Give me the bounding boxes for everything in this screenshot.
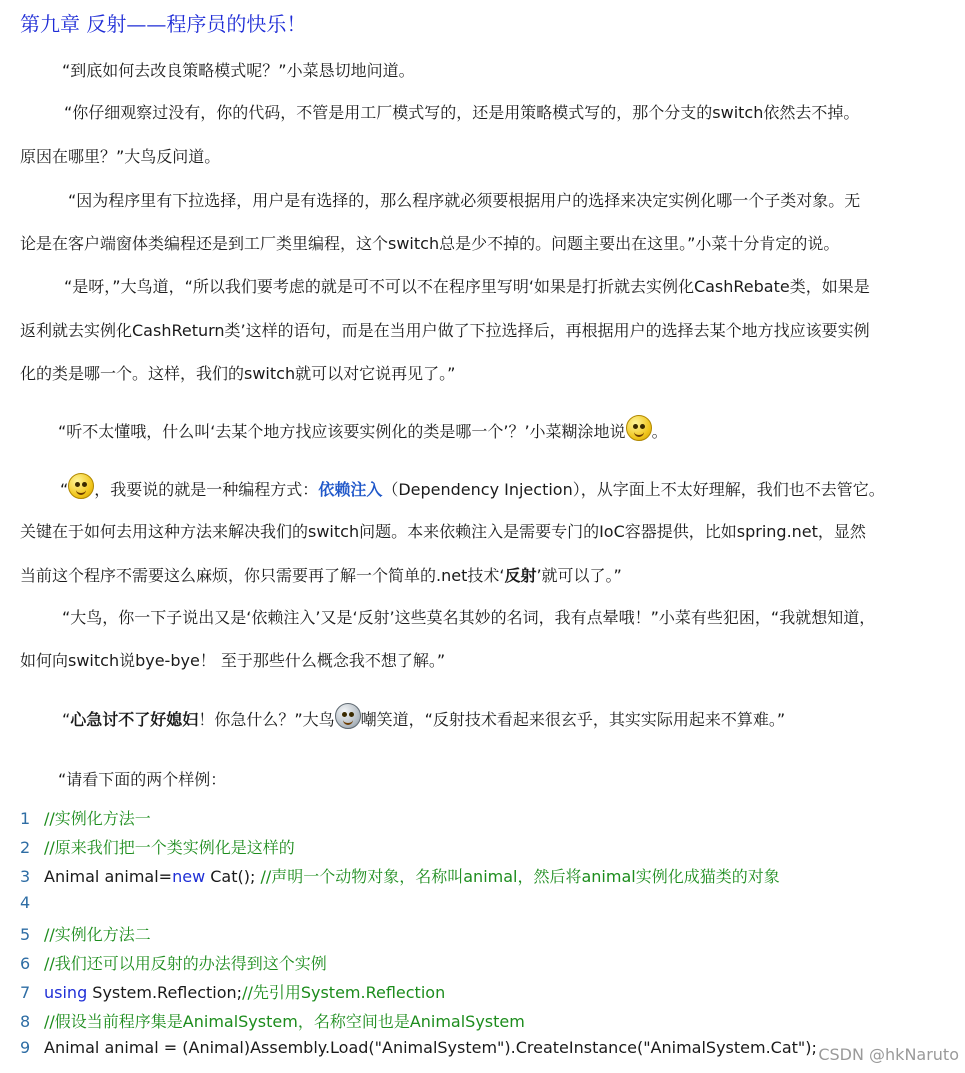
paragraph-1: “到底如何去改良策略模式呢？”小菜恳切地问道。 bbox=[62, 61, 415, 80]
paragraph-6-line-3 bbox=[20, 563, 945, 586]
line-number: 5 bbox=[20, 925, 31, 944]
paragraph-4-line-1: “是呀，”大鸟道，“所以我们要考虑的就是可不可以不在程序里写明‘如果是打折就去实例化CashRebate类，如果是 bbox=[64, 277, 870, 296]
paragraph-6-line-1 bbox=[60, 473, 965, 500]
proverb-text: 心急讨不了好媳妇 bbox=[70, 710, 199, 729]
paragraph-6-quote: “ bbox=[60, 480, 69, 499]
line-number: 7 bbox=[20, 983, 31, 1002]
code-line-7 bbox=[20, 980, 445, 1003]
code-line-2 bbox=[20, 835, 295, 858]
paragraph-7-line-2: 如何向switch说bye-bye！ 至于那些什么概念我不想了解。” bbox=[20, 651, 446, 670]
code-line-3 bbox=[20, 864, 780, 887]
code-comment: //声明一个动物对象，名称叫animal，然后将animal实例化成猫类的对象 bbox=[260, 867, 780, 886]
code-line-8 bbox=[20, 1009, 525, 1032]
paragraph-8-quote: “ bbox=[62, 710, 71, 729]
paragraph-6-intro: ，我要说的就是一种编程方式： bbox=[94, 480, 319, 499]
code-keyword: using bbox=[44, 983, 88, 1002]
paragraph-8-mid: ！你急什么？”大鸟 bbox=[198, 710, 335, 729]
code-comment: //原来我们把一个类实例化是这样的 bbox=[44, 838, 295, 857]
code-line-5 bbox=[20, 922, 151, 945]
smirk-smiley-icon bbox=[335, 703, 361, 729]
code-line-4 bbox=[20, 893, 44, 912]
code-text: Animal animal= bbox=[44, 867, 173, 886]
line-number: 6 bbox=[20, 954, 31, 973]
dependency-injection-term: 依赖注入 bbox=[318, 480, 383, 499]
paragraph-8-rest: 嘲笑道，“反射技术看起来很玄乎，其实实际用起来不算难。” bbox=[360, 710, 786, 729]
paragraph-5-end: 。 bbox=[651, 422, 668, 441]
paragraph-6-line-2: 关键在于如何去用这种方法来解决我们的switch问题。本来依赖注入是需要专门的IoC容器提供，比如spring.net，显然 bbox=[20, 522, 866, 541]
code-text: System.Reflection; bbox=[87, 983, 243, 1002]
paragraph-6-line-3-pre: 当前这个程序不需要这么麻烦，你只需要再了解一个简单的.net技术‘ bbox=[20, 566, 505, 585]
line-number: 1 bbox=[20, 809, 31, 828]
code-keyword: new bbox=[172, 867, 206, 886]
paragraph-5 bbox=[58, 415, 965, 442]
code-comment: //实例化方法二 bbox=[44, 925, 151, 944]
paragraph-9: “请看下面的两个样例： bbox=[58, 770, 227, 789]
paragraph-4-line-2: 返利就去实例化CashReturn类’这样的语句，而是在当用户做了下拉选择后，再根据用户的选择去某个地方找应该要实例 bbox=[20, 321, 870, 340]
code-comment: //先引用System.Reflection bbox=[242, 983, 446, 1002]
paragraph-6-rest: （Dependency Injection），从字面上不太好理解，我们也不去管它。 bbox=[382, 480, 885, 499]
smiley-icon bbox=[68, 473, 94, 499]
paragraph-8 bbox=[62, 703, 965, 730]
code-line-9 bbox=[20, 1038, 817, 1057]
watermark: CSDN @hkNaruto bbox=[818, 1045, 959, 1064]
paragraph-2-line-2: 原因在哪里？”大鸟反问道。 bbox=[20, 147, 221, 166]
line-number: 4 bbox=[20, 893, 31, 912]
paragraph-4-line-3: 化的类是哪一个。这样，我们的switch就可以对它说再见了。” bbox=[20, 364, 456, 383]
paragraph-3-line-1: “因为程序里有下拉选择，用户是有选择的，那么程序就必须要根据用户的选择来决定实例化哪一个子类对象。无 bbox=[68, 191, 861, 210]
code-line-6 bbox=[20, 951, 327, 974]
code-comment: //假设当前程序集是AnimalSystem，名称空间也是AnimalSystem bbox=[44, 1012, 525, 1031]
line-number: 9 bbox=[20, 1038, 31, 1057]
confused-smiley-icon bbox=[626, 415, 652, 441]
code-comment: //实例化方法一 bbox=[44, 809, 151, 828]
reflection-term: 反射 bbox=[504, 566, 537, 585]
paragraph-3-line-2: 论是在客户端窗体类编程还是到工厂类里编程，这个switch总是少不掉的。问题主要出在这里。”小菜十分肯定的说。 bbox=[20, 234, 840, 253]
line-number: 2 bbox=[20, 838, 31, 857]
line-number: 8 bbox=[20, 1012, 31, 1031]
paragraph-6-line-3-post: ’就可以了。” bbox=[536, 566, 622, 585]
paragraph-2-line-1: “你仔细观察过没有，你的代码，不管是用工厂模式写的，还是用策略模式写的，那个分支的switch依然去不掉。 bbox=[64, 103, 860, 122]
code-comment: //我们还可以用反射的办法得到这个实例 bbox=[44, 954, 327, 973]
code-line-1 bbox=[20, 806, 151, 829]
chapter-title: 第九章 反射——程序员的快乐！ bbox=[20, 12, 307, 36]
line-number: 3 bbox=[20, 867, 31, 886]
code-text: Animal animal = (Animal)Assembly.Load("AnimalSystem").CreateInstance("AnimalSystem.Cat"); bbox=[44, 1038, 817, 1057]
paragraph-7-line-1: “大鸟，你一下子说出又是‘依赖注入’又是‘反射’这些莫名其妙的名词，我有点晕哦！”小菜有些犯困，“我就想知道， bbox=[62, 608, 876, 627]
paragraph-5-text: “听不太懂哦，什么叫‘去某个地方找应该要实例化的类是哪一个’？’小菜糊涂地说 bbox=[58, 422, 626, 441]
code-text: Cat(); bbox=[205, 867, 261, 886]
